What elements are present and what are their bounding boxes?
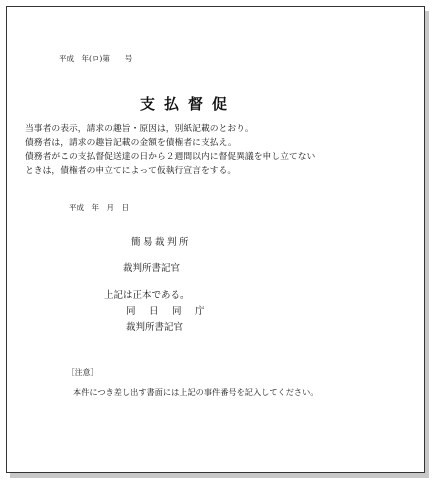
document-page: [6, 6, 425, 473]
certification-same-day: 同 日 同 庁: [126, 306, 207, 317]
case-number-line: 平成 年(ロ)第 号: [59, 54, 133, 63]
body-line-3: 債務者がこの支払督促送達の日から２週間以内に督促異議を申し立てない: [25, 152, 316, 162]
note-text: 本件につき差し出す書面には上記の事件番号を記入してください。: [73, 387, 319, 397]
document-title: 支払督促: [140, 95, 237, 113]
certification-statement: 上記は正本である。: [104, 290, 190, 301]
body-line-1: 当事者の表示，請求の趣旨・原因は，別紙記載のとおり。: [25, 124, 254, 134]
date-line: 平成 年 月 日: [69, 203, 129, 212]
note-heading: ［注意］: [67, 368, 99, 377]
court-name: 簡易裁判所: [131, 237, 192, 248]
certification-clerk-title: 裁判所書記官: [126, 322, 184, 333]
clerk-title: 裁判所書記官: [123, 263, 181, 274]
body-line-4: ときは，債権者の申立てによって仮執行宣言をする。: [25, 166, 237, 176]
body-line-2: 債務者は，請求の趣旨記載の金額を債権者に支払え。: [25, 138, 237, 148]
